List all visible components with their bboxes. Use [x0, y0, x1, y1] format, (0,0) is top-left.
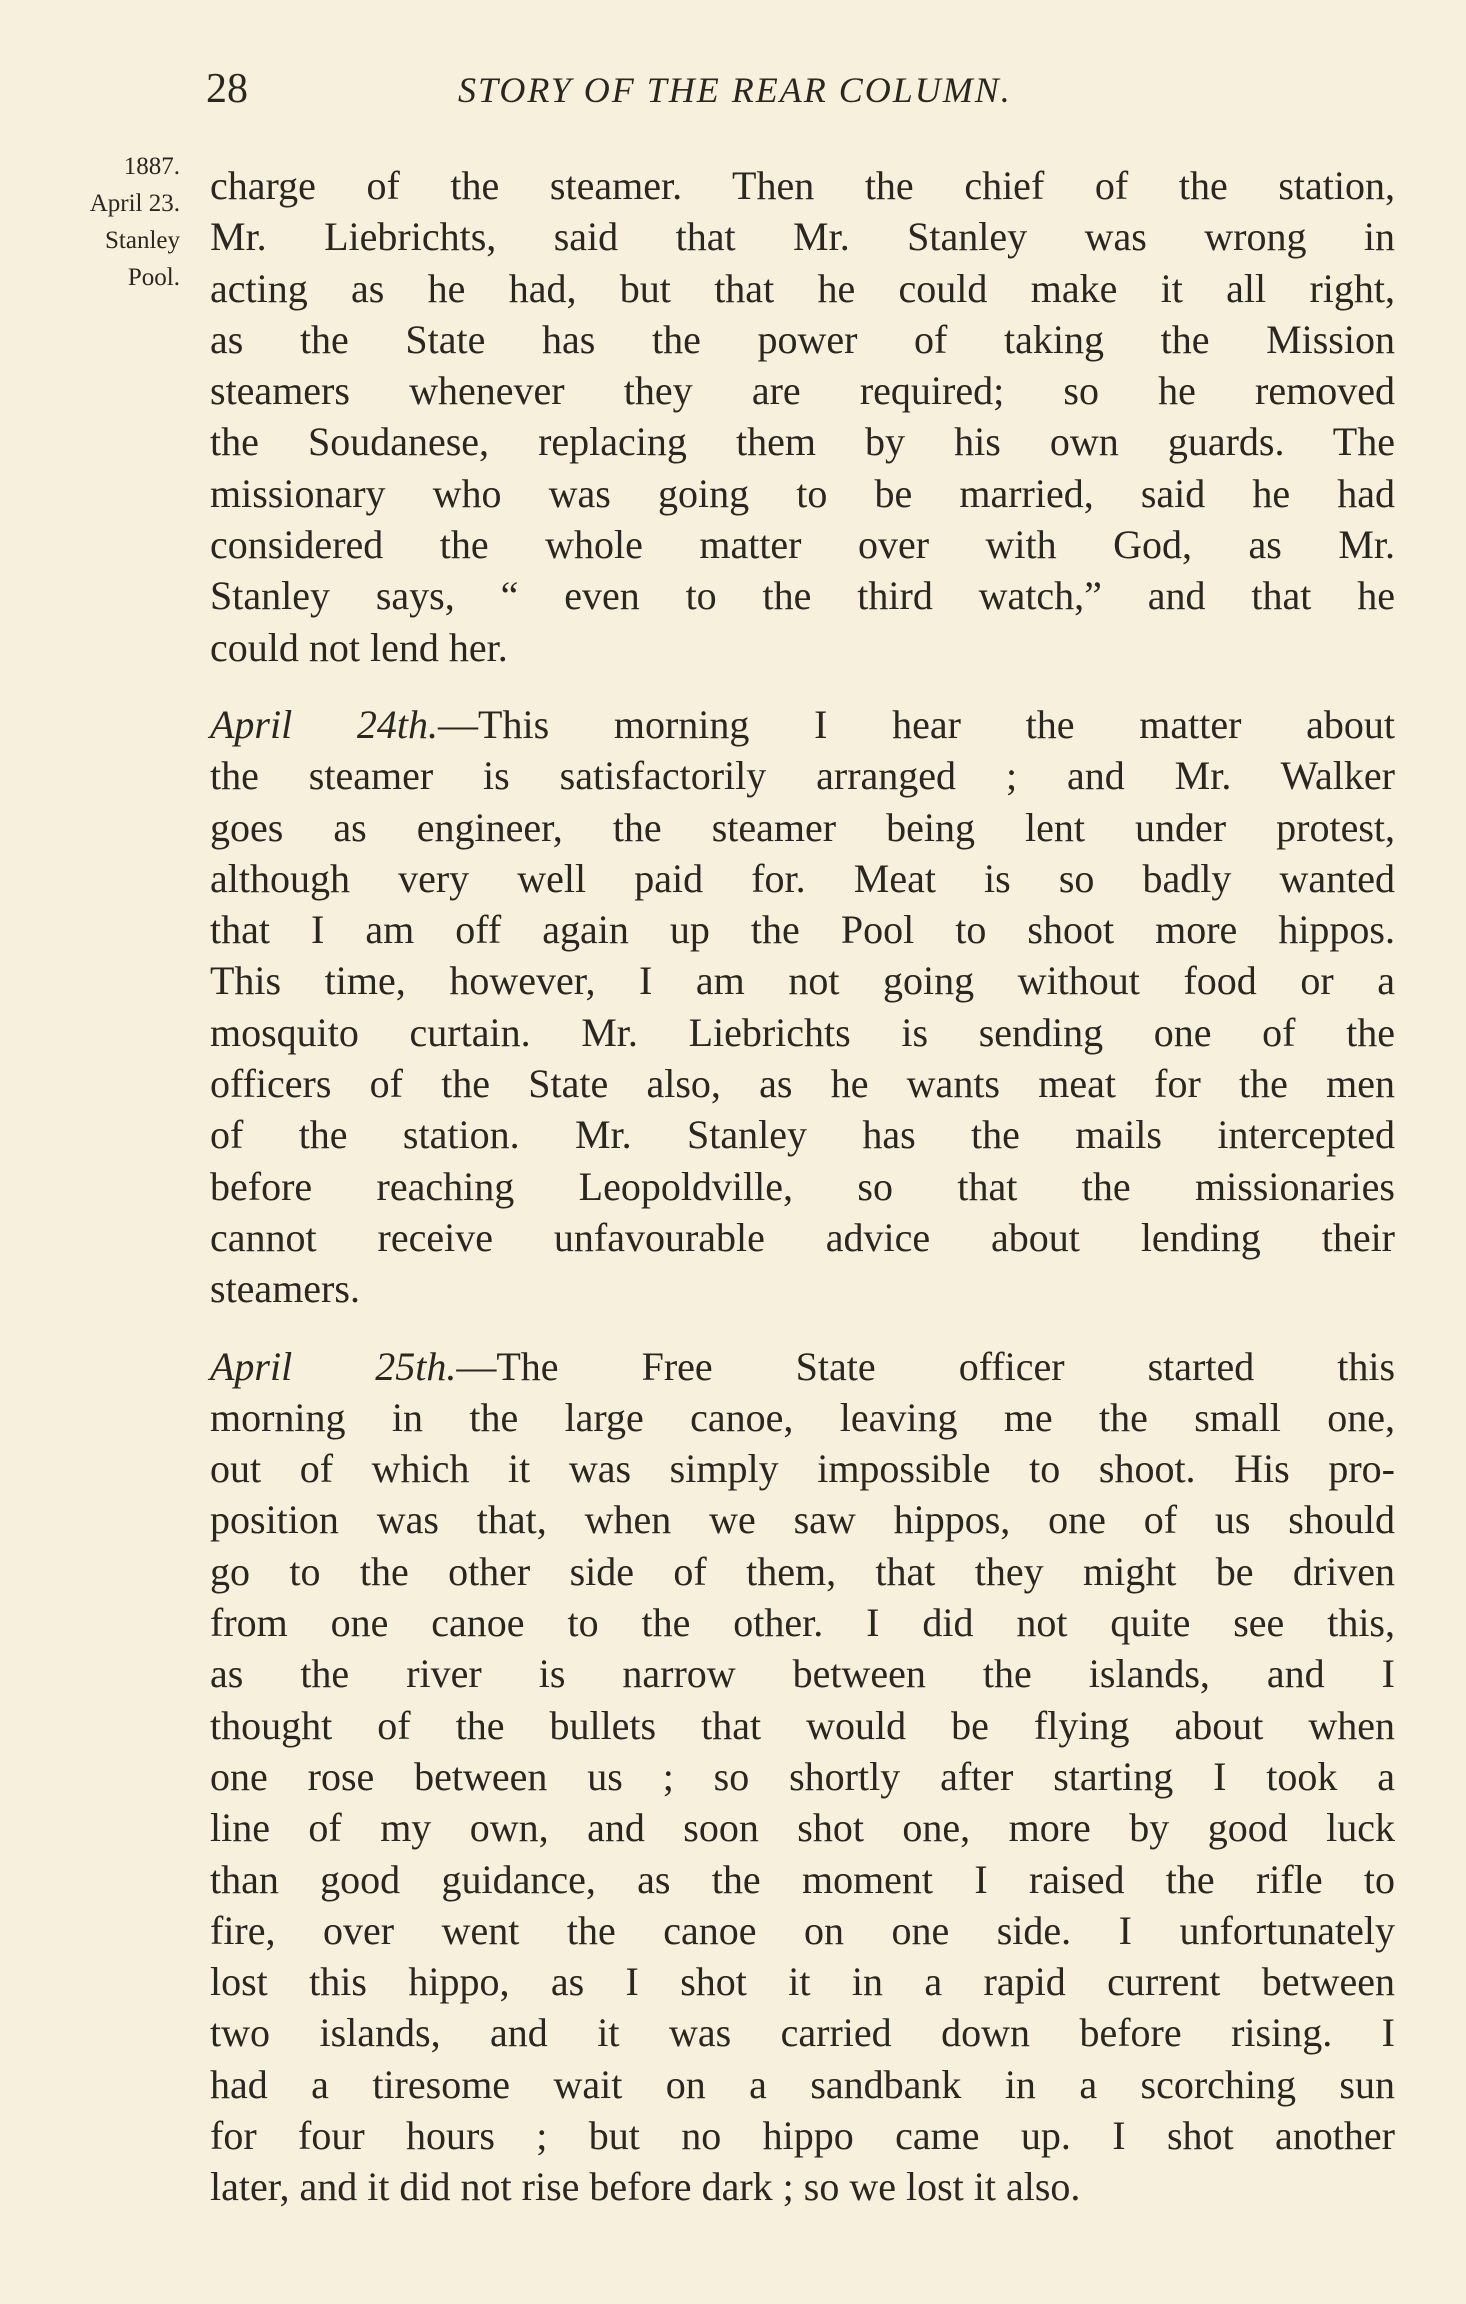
margin-note-year: 1887. [123, 153, 180, 180]
text-line-rest: —The Free State officer started this [456, 1343, 1396, 1389]
paragraph [210, 160, 1395, 673]
margin-note-place: Stanley [105, 227, 180, 254]
entry-date: April 24th. [210, 701, 439, 747]
text-line: later, and it did not rise before dark ; so we lost it also. [210, 2164, 1081, 2210]
text-line [210, 1341, 1395, 1392]
running-title: STORY OF THE REAR COLUMN. [458, 70, 1012, 110]
text-line: that I am off again up the Pool to shoot more hippos. [210, 907, 1395, 953]
text-line: of the station. Mr. Stanley has the mails intercepted [210, 1112, 1395, 1158]
text-line: from one canoe to the other. I did not quite see this, [210, 1600, 1395, 1646]
text-line: cannot receive unfavourable advice about lending their [210, 1214, 1395, 1260]
text-line: mosquito curtain. Mr. Liebrichts is sending one of the [210, 1009, 1395, 1055]
text-line: This time, however, I am not going without food or a [210, 958, 1395, 1004]
text-line: although very well paid for. Meat is so badly wanted [210, 855, 1395, 901]
text-line [210, 699, 1395, 750]
text-line: as the State has the power of taking the Mission [210, 316, 1395, 362]
text-line: thought of the bullets that would be flying about when [210, 1702, 1395, 1748]
text-line: charge of the steamer. Then the chief of the station, [210, 163, 1395, 208]
text-line: officers of the State also, as he wants meat for the men [210, 1061, 1395, 1107]
margin-note [30, 148, 180, 296]
body-text [210, 160, 1395, 2213]
text-line: fire, over went the canoe on one side. I unfortunately [210, 1907, 1395, 1953]
text-line: Mr. Liebrichts, said that Mr. Stanley was wrong in [210, 214, 1395, 260]
text-line: steamers whenever they are required; so he removed [210, 368, 1395, 414]
paragraph [210, 1341, 1395, 2213]
margin-note-place: Pool. [127, 264, 180, 291]
text-line: considered the whole matter over with God, as Mr. [210, 522, 1395, 568]
text-line: lost this hippo, as I shot it in a rapid current between [210, 1959, 1395, 2005]
text-line: for four hours ; but no hippo came up. I shot another [210, 2112, 1395, 2158]
text-line: before reaching Leopoldville, so that the missionaries [210, 1163, 1395, 1209]
text-line-rest: —This morning I hear the matter about [438, 701, 1395, 747]
text-line: position was that, when we saw hippos, one of us should [210, 1497, 1395, 1543]
paragraph [210, 699, 1395, 1315]
text-line: the steamer is satisfactorily arranged ; and Mr. Walker [210, 753, 1395, 799]
margin-note-date: April 23. [89, 190, 180, 217]
entry-date: April 25th. [210, 1343, 457, 1389]
text-line: could not lend her. [210, 624, 508, 670]
text-line: Stanley says, “ even to the third watch,” and that he [210, 573, 1395, 619]
text-line: than good guidance, as the moment I raised the rifle to [210, 1856, 1395, 1902]
text-line: two islands, and it was carried down before rising. I [210, 2010, 1395, 2056]
text-line: missionary who was going to be married, said he had [210, 470, 1395, 516]
text-line: as the river is narrow between the islands, and I [210, 1651, 1395, 1697]
text-line: had a tiresome wait on a sandbank in a scorching sun [210, 2061, 1395, 2107]
text-line: the Soudanese, replacing them by his own guards. The [210, 419, 1395, 465]
text-line: goes as engineer, the steamer being lent under protest, [210, 804, 1395, 850]
text-line: out of which it was simply impossible to shoot. His pro- [210, 1446, 1395, 1492]
text-line: acting as he had, but that he could make it all right, [210, 265, 1395, 311]
page-number: 28 [206, 66, 248, 112]
text-line: line of my own, and soon shot one, more by good luck [210, 1805, 1395, 1851]
text-line: steamers. [210, 1266, 360, 1312]
text-line: go to the other side of them, that they might be driven [210, 1548, 1395, 1594]
text-line: one rose between us ; so shortly after starting I took a [210, 1753, 1395, 1799]
text-line: morning in the large canoe, leaving me the small one, [210, 1394, 1395, 1440]
